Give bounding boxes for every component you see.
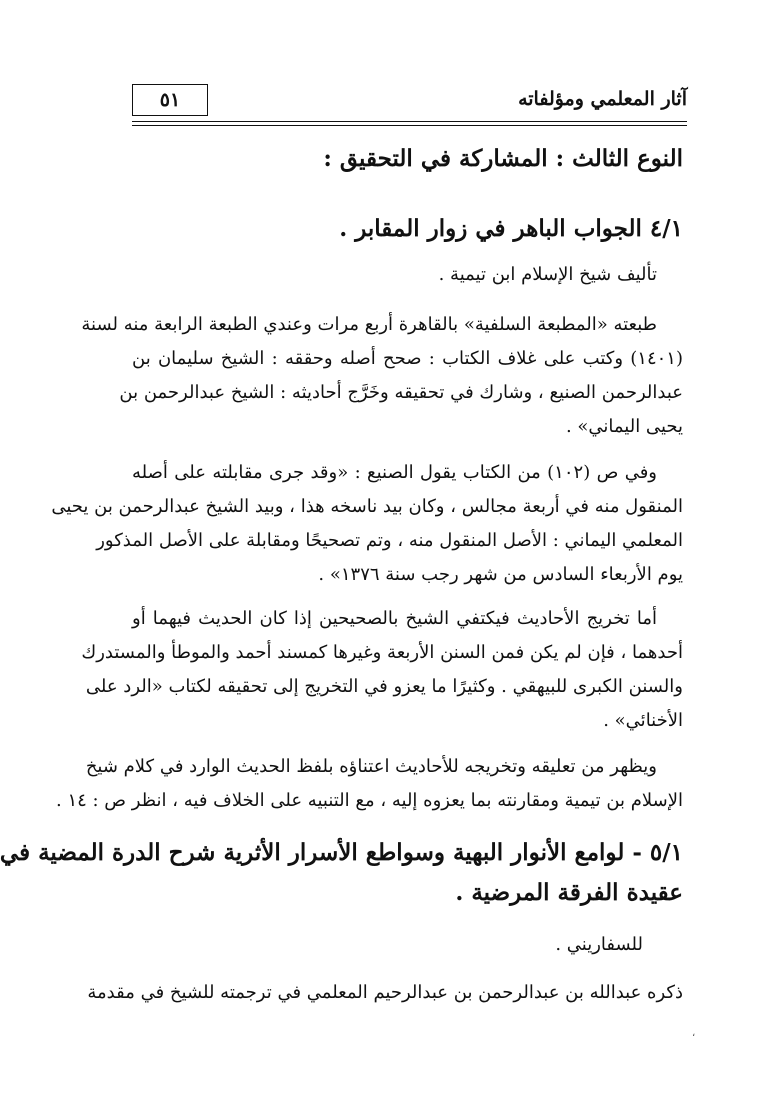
- paragraph-line: ذكره عبدالله بن عبدالرحمن بن عبدالرحيم المعلمي في ترجمته للشيخ في مقدمة: [87, 982, 683, 1003]
- page-number: ٥١: [132, 84, 208, 116]
- paragraph-line: ويظهر من تعليقه وتخريجه للأحاديث اعتناؤه بلفظ الحديث الوارد في كلام شيخ: [85, 756, 657, 777]
- header-rule-bottom: [132, 125, 687, 126]
- paragraph-line: أما تخريج الأحاديث فيكتفي الشيخ بالصحيحين إذا كان الحديث فيهما أو: [132, 608, 657, 629]
- paragraph-line: الإسلام بن تيمية ومقارنته بما يعزوه إليه ، مع التنبيه على الخلاف فيه ، انظر ص : ١٤ .: [56, 790, 683, 811]
- paragraph-line: المعلمي اليماني : الأصل المنقول منه ، وتم تصحيحًا ومقابلة على الأصل المذكور: [96, 530, 683, 551]
- paragraph-line: أحدهما ، فإن لم يكن فمن السنن الأربعة وغيرها كمسند أحمد والموطأ والمستدرك: [81, 642, 683, 663]
- paragraph-line: يحيى اليماني» .: [565, 416, 683, 437]
- paragraph-line: وفي ص (١٠٢) من الكتاب يقول الصنيع : «وقد جرى مقابلته على أصله: [132, 462, 657, 483]
- paragraph-line: الأخنائي» .: [603, 710, 683, 731]
- section-heading: النوع الثالث : المشاركة في التحقيق :: [323, 145, 683, 172]
- item-heading: ٤/١ الجواب الباهر في زوار المقابر .: [339, 215, 683, 242]
- paragraph-line: طبعته «المطبعة السلفية» بالقاهرة أربع مرات وعندي الطبعة الرابعة منه لسنة: [81, 314, 657, 335]
- item-author: تأليف شيخ الإسلام ابن تيمية .: [438, 264, 657, 285]
- paragraph-line: والسنن الكبرى للبيهقي . وكثيرًا ما يعزو في التخريج إلى تحقيقه لكتاب «الرد على: [85, 676, 683, 697]
- paragraph-line: (١٤٠١) وكتب على غلاف الكتاب : صحح أصله وحققه : الشيخ سليمان بن: [132, 348, 683, 369]
- paragraph-line: عبدالرحمن الصنيع ، وشارك في تحقيقه وخَرَّج أحاديثه : الشيخ عبدالرحمن بن: [119, 382, 683, 403]
- item-heading: عقيدة الفرقة المرضية .: [455, 879, 683, 906]
- paragraph-line: المنقول منه في أربعة مجالس ، وكان بيد ناسخه هذا ، وبيد الشيخ عبدالرحمن بن يحيى: [51, 496, 683, 517]
- scan-mark: ،: [692, 1028, 696, 1039]
- item-author: للسفاريني .: [555, 934, 643, 955]
- page-header: [132, 84, 687, 120]
- header-rule-top: [132, 121, 687, 122]
- item-heading: ٥/١ - لوامع الأنوار البهية وسواطع الأسرار الأثرية شرح الدرة المضية في: [0, 839, 683, 866]
- paragraph-line: يوم الأربعاء السادس من شهر رجب سنة ١٣٧٦» .: [318, 564, 683, 585]
- running-title: آثار المعلمي ومؤلفاته: [518, 88, 687, 110]
